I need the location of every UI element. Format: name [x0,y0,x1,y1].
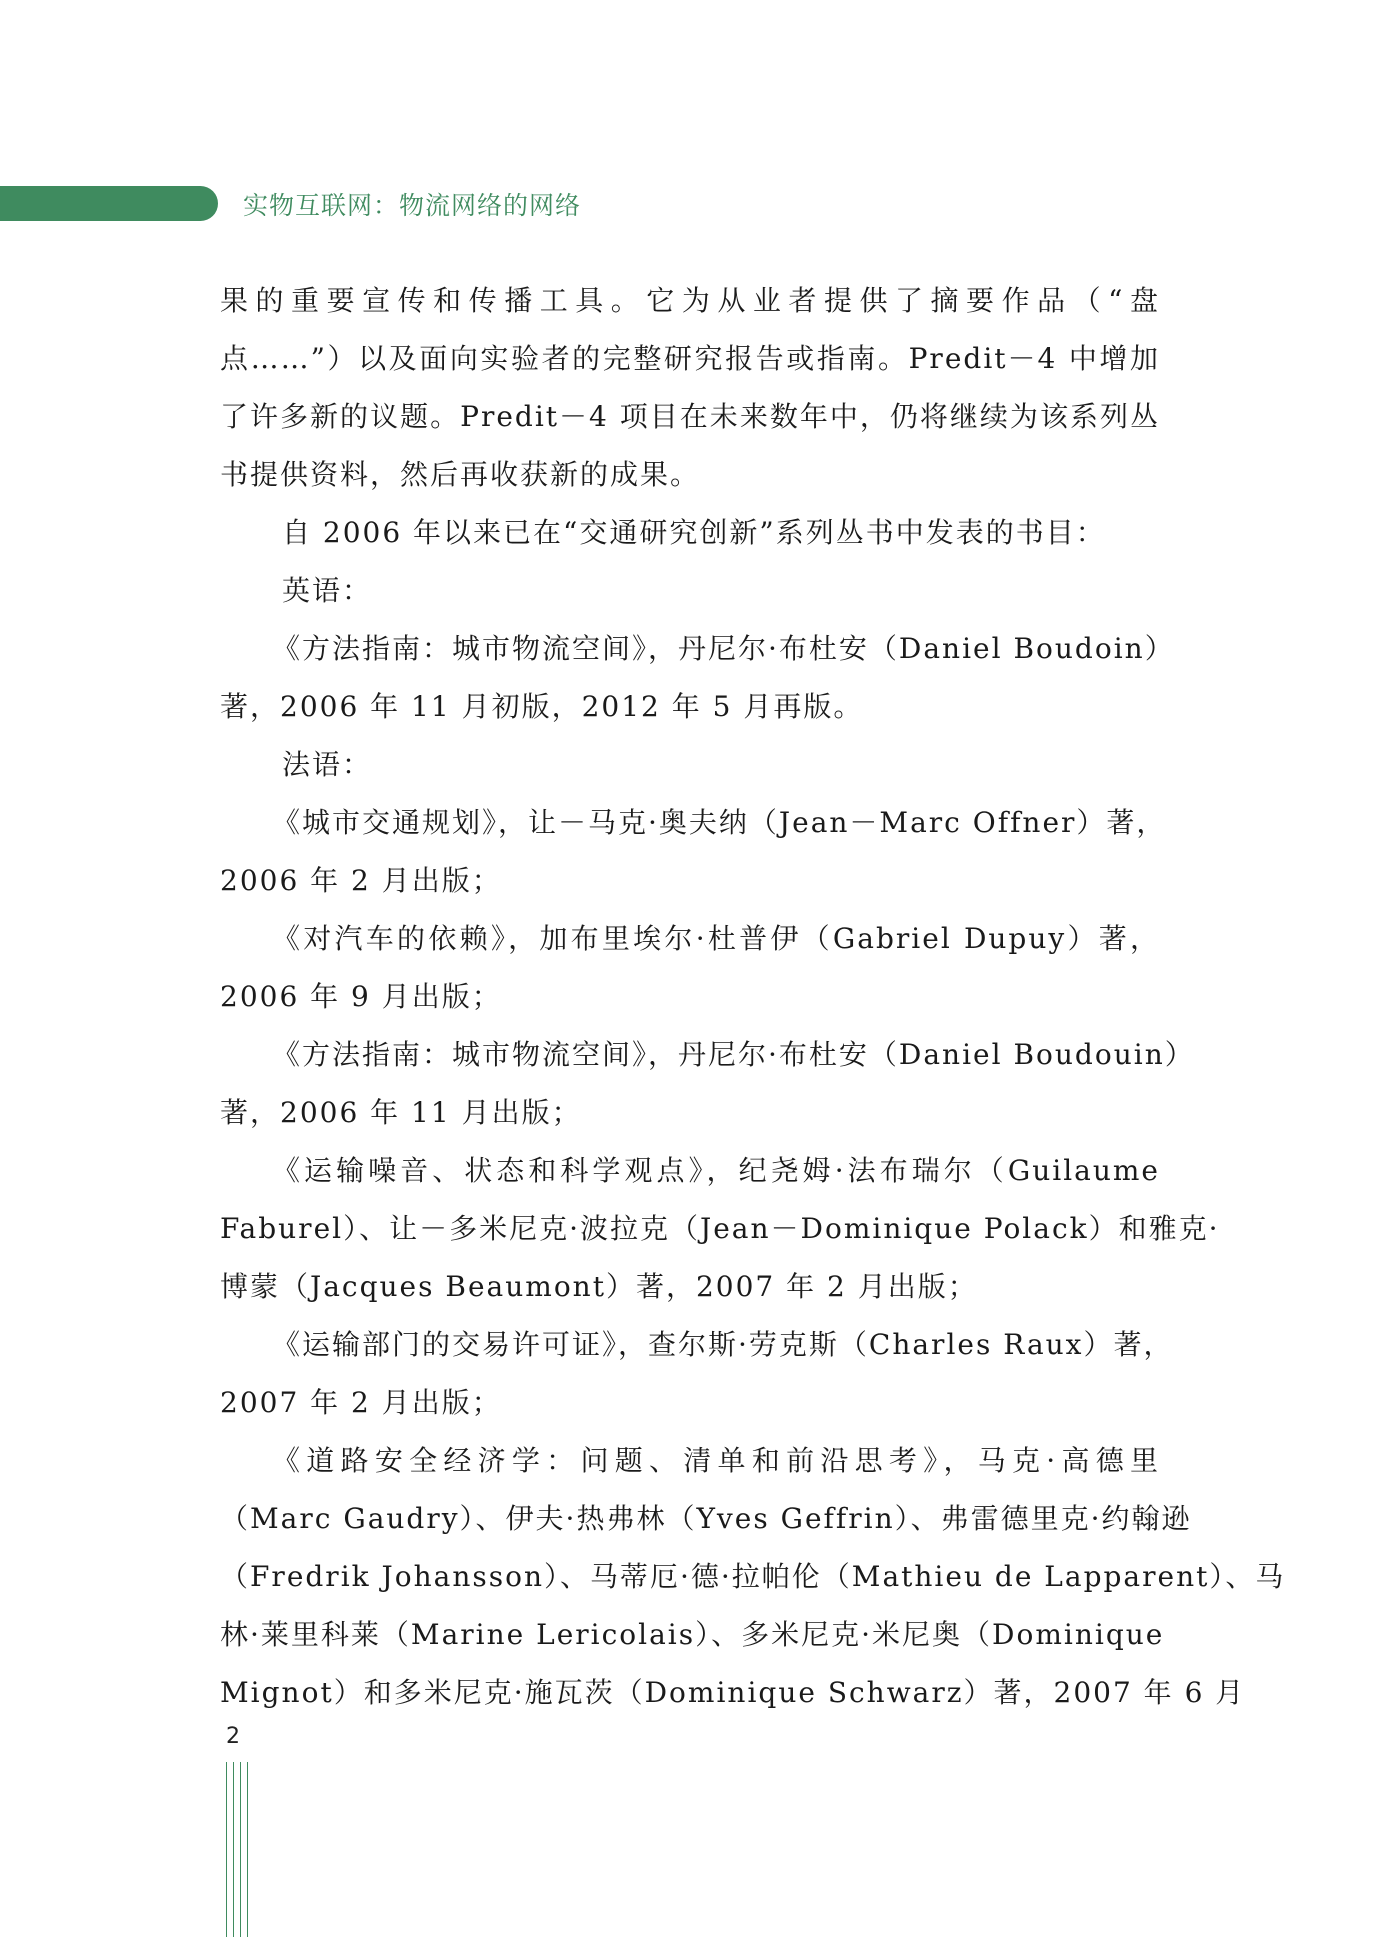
body-text [220,272,1286,1722]
text-line: 林·莱里科莱（Marine Lericolais）、多米尼克·米尼奥（Dominique [220,1618,1165,1651]
text-line: 著，2006 年 11 月初版，2012 年 5 月再版。 [220,690,864,723]
text-line: 了许多新的议题。Predit－4 项目在未来数年中，仍将继续为该系列丛 [220,400,1160,433]
text-line: 书提供资料，然后再收获新的成果。 [220,458,701,491]
text-line: 2006 年 9 月出版； [220,980,502,1013]
text-line: Mignot）和多米尼克·施瓦茨（Dominique Schwarz）著，2007 年 6 月 [220,1676,1246,1709]
text-line: 《对汽车的依赖》，加布里埃尔·杜普伊（Gabriel Dupuy）著， [272,922,1160,955]
text-line: 《运输部门的交易许可证》，查尔斯·劳克斯（Charles Raux）著， [272,1328,1174,1361]
text-line: 法语： [282,748,373,781]
text-line: 英语： [282,574,373,607]
text-line: 《运输噪音、状态和科学观点》，纪尧姆·法布瑞尔（Guilaume [272,1154,1160,1187]
text-line: 点……”）以及面向实验者的完整研究报告或指南。Predit－4 中增加 [220,342,1160,375]
text-line: 博蒙（Jacques Beaumont）著，2007 年 2 月出版； [220,1270,978,1303]
text-line: 著，2006 年 11 月出版； [220,1096,582,1129]
text-line: 2007 年 2 月出版； [220,1386,502,1419]
text-line: 《道路安全经济学：问题、清单和前沿思考》，马克·高德里 [272,1444,1160,1477]
running-header-title: 实物互联网：物流网络的网络 [243,191,582,220]
text-line: 《城市交通规划》，让－马克·奥夫纳（Jean－Marc Offner）著， [272,806,1167,839]
page-number: 2 [226,1724,240,1749]
text-line: （Fredrik Johansson）、马蒂厄·德·拉帕伦（Mathieu de Lapparent）、马 [220,1560,1286,1593]
decorative-rule [240,1762,241,1937]
text-line: 《方法指南：城市物流空间》，丹尼尔·布杜安（Daniel Boudoin） [272,632,1175,665]
text-line: Faburel）、让－多米尼克·波拉克（Jean－Dominique Polack）和雅克· [220,1212,1220,1245]
text-line: 《方法指南：城市物流空间》，丹尼尔·布杜安（Daniel Boudouin） [272,1038,1195,1071]
decorative-rule [247,1762,248,1937]
header-accent-bar [0,186,218,221]
decorative-rule [226,1762,227,1937]
text-line: 2006 年 2 月出版； [220,864,502,897]
text-line: 果的重要宣传和传播工具。它为从业者提供了摘要作品（“盘 [220,284,1160,317]
text-line: 自 2006 年以来已在“交通研究创新”系列丛书中发表的书目： [282,516,1106,549]
decorative-rule [233,1762,234,1937]
text-line: （Marc Gaudry）、伊夫·热弗林（Yves Geffrin）、弗雷德里克·约翰逊 [220,1502,1192,1535]
